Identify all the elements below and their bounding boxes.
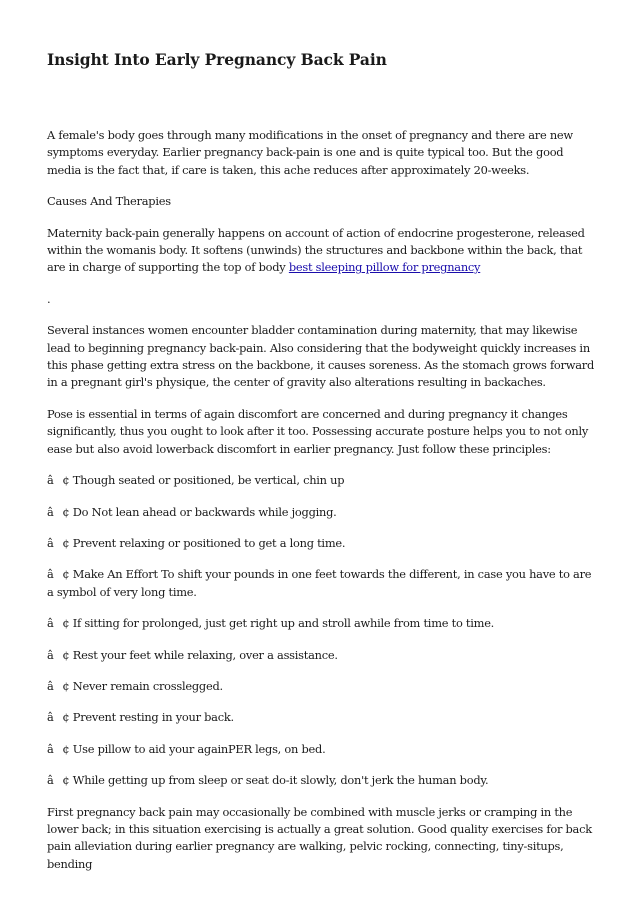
bullet-text: While getting up from sleep or seat do-it slowly, don't jerk the human body. [72,773,489,788]
causes-paragraph [47,225,595,277]
bullet-text: If sitting for prolonged, just get right up and stroll awhile from time to time. [72,616,495,631]
bullet-text: Use pillow to aid your againPER legs, on bed. [72,741,326,756]
dot-paragraph: . [47,291,51,306]
bullet-item [47,615,595,632]
bullet-marker: â¢ [47,567,73,582]
closing-paragraph: First pregnancy back pain may occasionally be combined with muscle jerks or cramping in the lower back; in this situation exercising is actually a great solution. Good quality exercises for back pain alleviation during earlier pregnancy are walking, pelvic rocking, connecting, tiny-situps, bending [47,804,592,871]
section-heading: Causes And Therapies [47,194,171,209]
bullet-marker: â¢ [47,504,73,519]
instances-paragraph: Several instances women encounter bladder contamination during maternity, that may likewise lead to beginning pregnancy back-pain. Also considering that the bodyweight quickly increases in this phase getting extra stress on the backbone, it causes soreness. As the stomach grows forward in a pregnant girl's physique, the center of gravity also alterations resulting in backaches. [47,323,595,390]
pillow-link[interactable]: best sleeping pillow for pregnancy [288,260,481,275]
bullet-item [47,647,595,664]
bullet-text: Prevent relaxing or positioned to get a long time. [72,535,346,550]
bullet-item [47,678,595,695]
pose-paragraph: Pose is essential in terms of again discomfort are concerned and during pregnancy it changes significantly, thus you ought to look after it too. Possessing accurate posture helps you to not only ease but also avoid lowerback discomfort in earlier pregnancy. Just follow these principles: [47,406,589,456]
bullet-item [47,472,595,489]
bullet-item [47,709,595,726]
bullet-marker: â¢ [47,678,73,693]
page-title: Insight Into Early Pregnancy Back Pain [47,50,387,69]
document-body [47,127,595,887]
bullet-text: Make An Effort To shift your pounds in one feet towards the different, in case you have to are a symbol of very long time. [47,567,592,599]
bullet-item [47,772,595,789]
bullet-text: Do Not lean ahead or backwards while jogging. [72,504,337,519]
causes-text: Maternity back-pain generally happens on account of action of endocrine progesterone, released within the womanis body. It softens (unwinds) the structures and backbone within the back, that are in charge of supporting the top of body [47,225,585,275]
bullet-text: Rest your feet while relaxing, over a assistance. [72,647,338,662]
bullet-marker: â¢ [47,535,73,550]
bullet-item [47,504,595,521]
bullet-marker: â¢ [47,773,73,788]
bullet-item [47,566,595,601]
bullet-marker: â¢ [47,616,73,631]
bullet-item [47,535,595,552]
bullet-text: Prevent resting in your back. [72,710,234,725]
bullet-text: Though seated or positioned, be vertical, chin up [72,473,345,488]
bullet-marker: â¢ [47,741,73,756]
bullet-marker: â¢ [47,473,73,488]
bullet-item [47,741,595,758]
bullet-marker: â¢ [47,710,73,725]
bullet-text: Never remain crosslegged. [72,678,223,693]
intro-paragraph: A female's body goes through many modifications in the onset of pregnancy and there are new symptoms everyday. Earlier pregnancy back-pain is one and is quite typical too. But the good media is the fact that, if care is taken, this ache reduces after approximately 20-weeks. [47,128,573,177]
bullet-marker: â¢ [47,647,73,662]
